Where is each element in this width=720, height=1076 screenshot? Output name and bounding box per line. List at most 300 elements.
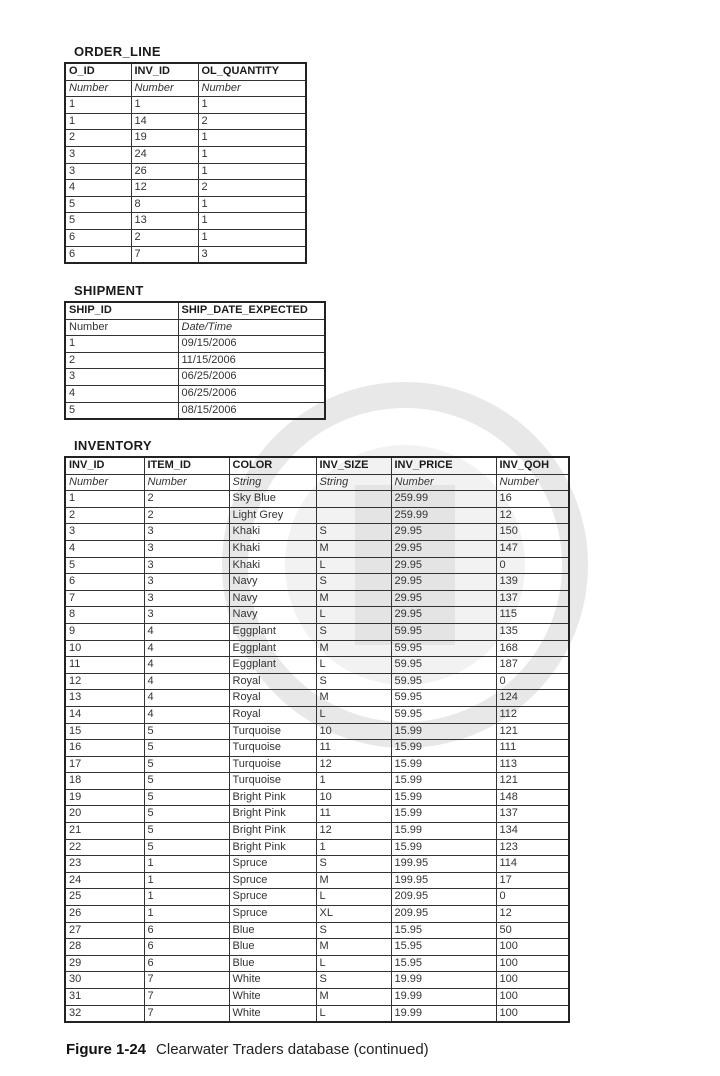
table-cell: 59.95: [391, 706, 496, 723]
table-row: [65, 590, 569, 607]
table-cell: 8: [65, 607, 144, 624]
table-cell: 2: [144, 491, 229, 508]
table-cell: 2: [198, 180, 306, 197]
table-cell: 19.99: [391, 989, 496, 1006]
table-cell: 4: [65, 385, 178, 402]
table-row: [65, 213, 306, 230]
table-row: [65, 369, 325, 386]
table-cell: 4: [144, 623, 229, 640]
table-cell: 12: [131, 180, 198, 197]
table-row: [65, 889, 569, 906]
table-cell: 1: [65, 491, 144, 508]
table-cell: M: [316, 540, 391, 557]
table-cell: Bright Pink: [229, 789, 316, 806]
type-row: [65, 474, 569, 491]
table-cell: Royal: [229, 673, 316, 690]
column-type: Number: [65, 319, 178, 336]
table-cell: 11: [316, 806, 391, 823]
column-type: Number: [198, 80, 306, 97]
table-cell: 3: [144, 607, 229, 624]
table-row: [65, 806, 569, 823]
table-cell: 113: [496, 756, 569, 773]
table-row: [65, 673, 569, 690]
table-cell: 2: [65, 130, 131, 147]
table-row: [65, 740, 569, 757]
header-row: [65, 302, 325, 319]
table-row: [65, 524, 569, 541]
table-row: [65, 97, 306, 114]
table-cell: 1: [316, 839, 391, 856]
table-cell: S: [316, 623, 391, 640]
header-row: [65, 457, 569, 474]
table-cell: 7: [65, 590, 144, 607]
table-cell: M: [316, 989, 391, 1006]
column-type: String: [316, 474, 391, 491]
table-cell: Eggplant: [229, 640, 316, 657]
table-cell: 1: [131, 97, 198, 114]
table-cell: Eggplant: [229, 623, 316, 640]
table-cell: 22: [65, 839, 144, 856]
table-cell: M: [316, 640, 391, 657]
column-header: COLOR: [229, 457, 316, 474]
table-cell: 12: [316, 756, 391, 773]
table-cell: 29.95: [391, 524, 496, 541]
table-cell: 111: [496, 740, 569, 757]
table-cell: 5: [144, 773, 229, 790]
table-cell: 15.99: [391, 723, 496, 740]
table-cell: M: [316, 939, 391, 956]
table-cell: S: [316, 922, 391, 939]
table-cell: 137: [496, 590, 569, 607]
table-cell: 1: [198, 97, 306, 114]
table-cell: 10: [316, 789, 391, 806]
table-cell: 19: [65, 789, 144, 806]
table-cell: 7: [144, 989, 229, 1006]
table-cell: 09/15/2006: [178, 336, 325, 353]
column-type: Number: [391, 474, 496, 491]
column-header: ITEM_ID: [144, 457, 229, 474]
table-cell: 6: [65, 574, 144, 591]
table-cell: 3: [144, 524, 229, 541]
table-cell: 4: [144, 690, 229, 707]
table-cell: 168: [496, 640, 569, 657]
table-cell: 15.99: [391, 823, 496, 840]
table-row: [65, 922, 569, 939]
table-row: [65, 872, 569, 889]
table-cell: 29: [65, 955, 144, 972]
table-cell: 18: [65, 773, 144, 790]
figure-label: Figure 1-24: [66, 1041, 147, 1058]
table-row: [65, 939, 569, 956]
table-cell: 5: [144, 823, 229, 840]
table-cell: 12: [316, 823, 391, 840]
table-cell: 1: [198, 213, 306, 230]
column-header: OL_QUANTITY: [198, 63, 306, 80]
table-cell: 19: [131, 130, 198, 147]
order-line-title: ORDER_LINE: [74, 44, 161, 59]
table-cell: 123: [496, 839, 569, 856]
table-cell: 17: [65, 756, 144, 773]
table-cell: White: [229, 1005, 316, 1022]
table-cell: 15.99: [391, 773, 496, 790]
table-cell: 2: [144, 507, 229, 524]
table-cell: 121: [496, 723, 569, 740]
table-cell: 147: [496, 540, 569, 557]
table-cell: 9: [65, 623, 144, 640]
table-cell: 13: [131, 213, 198, 230]
table-cell: 139: [496, 574, 569, 591]
table-cell: 0: [496, 557, 569, 574]
table-cell: M: [316, 590, 391, 607]
table-cell: Turquoise: [229, 773, 316, 790]
table-cell: Bright Pink: [229, 806, 316, 823]
table-row: [65, 574, 569, 591]
table-cell: 59.95: [391, 640, 496, 657]
table-cell: 1: [198, 229, 306, 246]
table-cell: 08/15/2006: [178, 402, 325, 419]
table-cell: 5: [65, 196, 131, 213]
table-cell: 115: [496, 607, 569, 624]
table-cell: Turquoise: [229, 756, 316, 773]
table-cell: Bright Pink: [229, 823, 316, 840]
table-cell: 0: [496, 673, 569, 690]
table-cell: Turquoise: [229, 723, 316, 740]
column-header: INV_PRICE: [391, 457, 496, 474]
table-cell: 17: [496, 872, 569, 889]
table-row: [65, 146, 306, 163]
table-cell: Spruce: [229, 906, 316, 923]
table-cell: 1: [198, 163, 306, 180]
table-cell: S: [316, 856, 391, 873]
type-row: [65, 319, 325, 336]
table-cell: Khaki: [229, 540, 316, 557]
type-row: [65, 80, 306, 97]
table-cell: 15.95: [391, 939, 496, 956]
table-row: [65, 989, 569, 1006]
table-cell: 1: [144, 906, 229, 923]
table-cell: 4: [65, 180, 131, 197]
table-cell: 1: [198, 146, 306, 163]
table-row: [65, 336, 325, 353]
table-cell: 4: [144, 706, 229, 723]
table-cell: 199.95: [391, 856, 496, 873]
table-cell: Royal: [229, 706, 316, 723]
table-cell: 16: [496, 491, 569, 508]
table-cell: 15.95: [391, 955, 496, 972]
table-cell: 3: [65, 524, 144, 541]
table-cell: 199.95: [391, 872, 496, 889]
table-cell: Spruce: [229, 889, 316, 906]
table-cell: 100: [496, 1005, 569, 1022]
table-cell: 28: [65, 939, 144, 956]
table-cell: 135: [496, 623, 569, 640]
table-cell: 15: [65, 723, 144, 740]
table-cell: L: [316, 557, 391, 574]
column-type: Number: [65, 80, 131, 97]
table-cell: 7: [131, 246, 198, 263]
table-cell: 1: [144, 872, 229, 889]
table-cell: 12: [65, 673, 144, 690]
table-cell: 187: [496, 657, 569, 674]
table-cell: 06/25/2006: [178, 385, 325, 402]
table-cell: 16: [65, 740, 144, 757]
table-cell: 11: [316, 740, 391, 757]
table-cell: 21: [65, 823, 144, 840]
table-cell: Turquoise: [229, 740, 316, 757]
table-cell: 148: [496, 789, 569, 806]
table-cell: 15.99: [391, 806, 496, 823]
table-row: [65, 540, 569, 557]
table-row: [65, 130, 306, 147]
table-cell: 100: [496, 939, 569, 956]
table-row: [65, 823, 569, 840]
figure-caption: [66, 1041, 429, 1058]
table-cell: [316, 507, 391, 524]
table-row: [65, 640, 569, 657]
table-cell: 24: [131, 146, 198, 163]
column-header: O_ID: [65, 63, 131, 80]
table-cell: 5: [144, 806, 229, 823]
column-header: SHIP_ID: [65, 302, 178, 319]
figure-caption-text: Clearwater Traders database (continued): [156, 1041, 429, 1058]
table-cell: 12: [496, 906, 569, 923]
table-cell: 59.95: [391, 690, 496, 707]
table-cell: Blue: [229, 922, 316, 939]
table-cell: 5: [144, 756, 229, 773]
table-cell: Khaki: [229, 524, 316, 541]
table-cell: M: [316, 690, 391, 707]
table-cell: 1: [65, 113, 131, 130]
shipment-title: SHIPMENT: [74, 283, 144, 298]
table-cell: 4: [65, 540, 144, 557]
table-cell: 3: [65, 146, 131, 163]
column-header: INV_SIZE: [316, 457, 391, 474]
table-cell: 2: [65, 352, 178, 369]
table-cell: 32: [65, 1005, 144, 1022]
table-row: [65, 352, 325, 369]
table-cell: 50: [496, 922, 569, 939]
table-row: [65, 557, 569, 574]
table-cell: 2: [131, 229, 198, 246]
table-cell: 3: [144, 590, 229, 607]
table-cell: 5: [144, 789, 229, 806]
table-cell: 1: [198, 130, 306, 147]
table-row: [65, 623, 569, 640]
table-cell: 1: [144, 889, 229, 906]
table-cell: 100: [496, 955, 569, 972]
table-row: [65, 723, 569, 740]
table-cell: 19.99: [391, 1005, 496, 1022]
table-row: [65, 180, 306, 197]
table-row: [65, 773, 569, 790]
header-row: [65, 63, 306, 80]
table-cell: 8: [131, 196, 198, 213]
table-cell: Spruce: [229, 856, 316, 873]
table-row: [65, 1005, 569, 1022]
table-cell: 31: [65, 989, 144, 1006]
table-cell: S: [316, 524, 391, 541]
table-row: [65, 706, 569, 723]
table-cell: 14: [65, 706, 144, 723]
table-cell: 124: [496, 690, 569, 707]
table-cell: [316, 491, 391, 508]
table-cell: 29.95: [391, 590, 496, 607]
table-row: [65, 756, 569, 773]
table-cell: 4: [144, 657, 229, 674]
table-row: [65, 507, 569, 524]
table-cell: 7: [144, 1005, 229, 1022]
table-row: [65, 690, 569, 707]
table-row: [65, 491, 569, 508]
table-cell: 3: [198, 246, 306, 263]
column-type: Number: [131, 80, 198, 97]
column-type: Number: [144, 474, 229, 491]
table-cell: 15.95: [391, 922, 496, 939]
table-cell: 13: [65, 690, 144, 707]
table-cell: 114: [496, 856, 569, 873]
table-cell: 10: [316, 723, 391, 740]
table-cell: 59.95: [391, 657, 496, 674]
table-cell: 0: [496, 889, 569, 906]
table-cell: 20: [65, 806, 144, 823]
table-row: [65, 229, 306, 246]
table-cell: 11: [65, 657, 144, 674]
table-row: [65, 246, 306, 263]
table-cell: 29.95: [391, 607, 496, 624]
table-cell: 259.99: [391, 507, 496, 524]
table-cell: 5: [65, 402, 178, 419]
table-cell: Light Grey: [229, 507, 316, 524]
table-row: [65, 972, 569, 989]
table-cell: 134: [496, 823, 569, 840]
table-cell: 100: [496, 989, 569, 1006]
table-cell: L: [316, 1005, 391, 1022]
table-cell: Blue: [229, 955, 316, 972]
column-type: Number: [496, 474, 569, 491]
table-cell: 7: [144, 972, 229, 989]
table-cell: XL: [316, 906, 391, 923]
table-cell: 150: [496, 524, 569, 541]
table-cell: M: [316, 872, 391, 889]
table-row: [65, 906, 569, 923]
table-row: [65, 657, 569, 674]
table-cell: 209.95: [391, 906, 496, 923]
table-cell: 2: [198, 113, 306, 130]
table-cell: 1: [65, 336, 178, 353]
table-cell: 1: [144, 856, 229, 873]
table-cell: White: [229, 989, 316, 1006]
table-cell: Bright Pink: [229, 839, 316, 856]
table-cell: 6: [144, 939, 229, 956]
table-cell: White: [229, 972, 316, 989]
table-cell: 26: [65, 906, 144, 923]
table-row: [65, 839, 569, 856]
table-cell: L: [316, 706, 391, 723]
table-cell: L: [316, 607, 391, 624]
table-cell: 10: [65, 640, 144, 657]
table-row: [65, 385, 325, 402]
table-cell: 112: [496, 706, 569, 723]
table-cell: Royal: [229, 690, 316, 707]
table-cell: 6: [144, 922, 229, 939]
table-cell: 3: [65, 163, 131, 180]
table-cell: 59.95: [391, 673, 496, 690]
table-cell: 59.95: [391, 623, 496, 640]
table-cell: 29.95: [391, 540, 496, 557]
table-cell: Navy: [229, 607, 316, 624]
table-cell: 15.99: [391, 839, 496, 856]
table-cell: 3: [144, 540, 229, 557]
table-cell: 6: [144, 955, 229, 972]
table-cell: 259.99: [391, 491, 496, 508]
table-cell: 5: [144, 740, 229, 757]
table-cell: S: [316, 574, 391, 591]
table-cell: 6: [65, 246, 131, 263]
table-cell: 1: [316, 773, 391, 790]
table-cell: 4: [144, 640, 229, 657]
column-header: INV_ID: [65, 457, 144, 474]
column-header: INV_QOH: [496, 457, 569, 474]
table-cell: Khaki: [229, 557, 316, 574]
order-line-table: [64, 62, 307, 264]
table-cell: Sky Blue: [229, 491, 316, 508]
inventory-title: INVENTORY: [74, 438, 152, 453]
table-row: [65, 196, 306, 213]
table-cell: 14: [131, 113, 198, 130]
table-cell: 2: [65, 507, 144, 524]
table-cell: 11/15/2006: [178, 352, 325, 369]
table-row: [65, 955, 569, 972]
table-cell: 3: [144, 557, 229, 574]
column-type: Number: [65, 474, 144, 491]
table-row: [65, 113, 306, 130]
table-cell: 5: [65, 213, 131, 230]
table-cell: Navy: [229, 574, 316, 591]
table-cell: 3: [144, 574, 229, 591]
table-cell: 1: [198, 196, 306, 213]
table-row: [65, 789, 569, 806]
table-row: [65, 607, 569, 624]
table-cell: 26: [131, 163, 198, 180]
table-cell: S: [316, 673, 391, 690]
table-cell: 5: [144, 723, 229, 740]
table-cell: 06/25/2006: [178, 369, 325, 386]
table-cell: 29.95: [391, 557, 496, 574]
inventory-table: [64, 456, 570, 1023]
table-cell: L: [316, 657, 391, 674]
table-cell: 137: [496, 806, 569, 823]
table-cell: 15.99: [391, 740, 496, 757]
table-cell: 6: [65, 229, 131, 246]
table-cell: 30: [65, 972, 144, 989]
table-cell: 209.95: [391, 889, 496, 906]
table-cell: 29.95: [391, 574, 496, 591]
table-row: [65, 402, 325, 419]
table-cell: 100: [496, 972, 569, 989]
table-cell: Blue: [229, 939, 316, 956]
shipment-table: [64, 301, 326, 420]
table-cell: 15.99: [391, 756, 496, 773]
table-row: [65, 163, 306, 180]
table-cell: L: [316, 889, 391, 906]
table-cell: 27: [65, 922, 144, 939]
table-cell: 12: [496, 507, 569, 524]
table-cell: 23: [65, 856, 144, 873]
table-cell: 25: [65, 889, 144, 906]
table-cell: 3: [65, 369, 178, 386]
column-header: SHIP_DATE_EXPECTED: [178, 302, 325, 319]
column-type: Date/Time: [178, 319, 325, 336]
